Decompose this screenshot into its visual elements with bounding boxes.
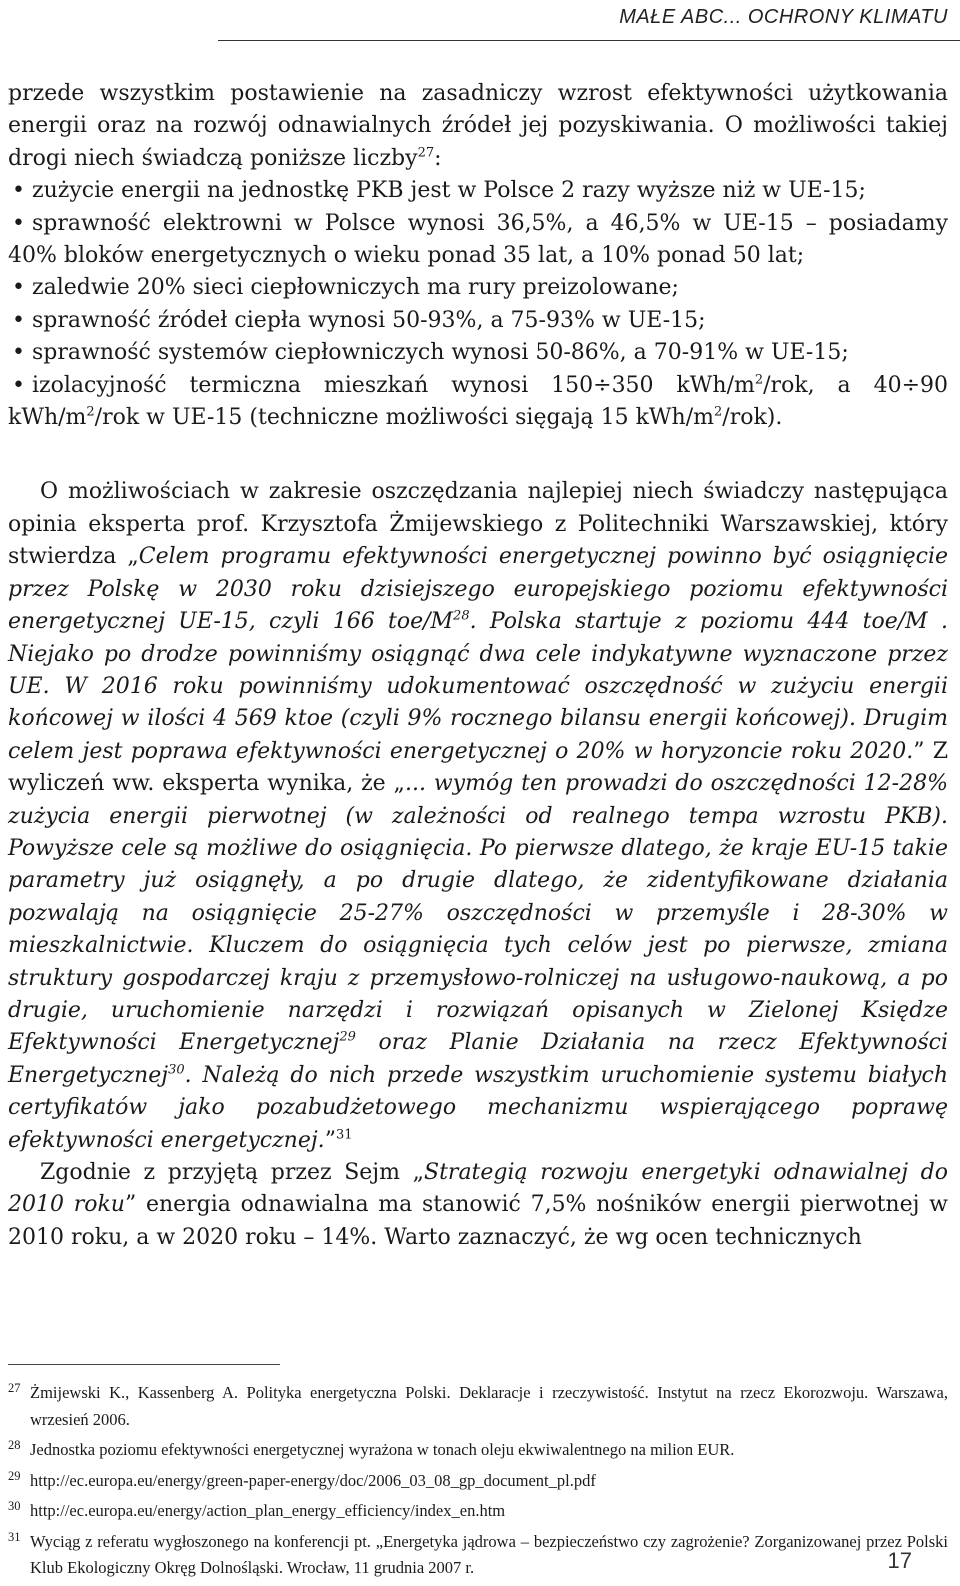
intro-paragraph	[8, 78, 948, 175]
list-item: • zaledwie 20% sieci ciepłowniczych ma rury preizolowane;	[8, 272, 948, 304]
footnote-ref-28[interactable]: 28	[453, 608, 470, 624]
quote-part: ... wymóg ten prowadzi do oszczędności 12-28% zużycia energii pierwotnej (w zależności od realnego tempa wzrostu PKB). Powyższe cele są możliwe do osiągnięcia. Po pierwsze dlatego, że kraje EU-15 takie parametry już osiągnęły, a po drugie dlatego, że zidentyfikowane działania pozwalają na osiągnięcie 25-27% oszczędności w przemyśle i 28-30% w mieszkalnictwie. Kluczem do osiągnięcia tych celów jest po pierwsze, zmiana struktury gospodarczej kraju z przemysłowo-rolniczej na usługowo-naukową, a po drugie, uruchomienie narzędzi i rozwiązań opisanych w Zielonej Księdze Efektywności Energetycznej	[8, 771, 949, 1056]
strategy-paragraph	[8, 1157, 948, 1254]
footnote-number: 28	[8, 1438, 21, 1452]
footnote-number: 27	[8, 1381, 21, 1395]
footnote	[8, 1468, 948, 1495]
footnote-text: Jednostka poziomu efektywności energetycznej wyrażona w tonach oleju ekwiwalentnego na milion EUR.	[30, 1440, 735, 1459]
strategy-text: ” energia odnawialna ma stanowić 7,5% nośników energii pierwotnej w 2010 roku, a w 2020 roku – 14%. Warto zaznaczyć, że wg ocen technicznych	[8, 1192, 948, 1250]
footnote-number: 31	[8, 1529, 21, 1544]
list-item-insulation	[8, 370, 948, 435]
footnote	[8, 1380, 948, 1433]
footnote-ref-30[interactable]: 30	[168, 1062, 185, 1078]
quote-part: oraz Planie Działania na rzecz Efektywności Energetycznej	[8, 1030, 948, 1088]
list-item: • zużycie energii na jednostkę PKB jest w Polsce 2 razy wyższe niż w UE-15;	[8, 175, 948, 207]
footnote-text: Żmijewski K., Kassenberg A. Polityka energetyczna Polski. Deklaracje i rzeczywistość. Instytut na rzecz Ekorozwoju. Warszawa, wrzesień 2006.	[30, 1383, 948, 1429]
opinion-intro: O możliwościach w zakresie oszczędzania najlepiej niech świadczy następująca opinia eksperta prof. Krzysztofa Żmijewskiego z Politechniki Warszawskiej, który stwierdza „	[8, 479, 948, 570]
footnote-ref-31[interactable]: 31	[335, 1127, 353, 1143]
closing-quote: ”	[324, 1127, 336, 1153]
footnote-link[interactable]: http://ec.europa.eu/energy/action_plan_energy_efficiency/index_en.htm	[30, 1501, 506, 1520]
quote-part: . Polska startuje z poziomu 444 toe/M . Niejako po drodze powinniśmy osiągnąć dwa cele indykatywne wyznaczone przez UE. W 2016 roku powinniśmy udokumentować oszczędność w zużyciu energii końcowej w ilości 4 569 ktoe (czyli 9% rocznego bilansu energii końcowej). Drugim celem jest poprawa efektywności energetycznej o 20% w horyzoncie roku 2020.	[8, 609, 948, 764]
insulation-text-a: izolacyjność termiczna mieszkań wynosi 150÷350 kWh/m	[32, 372, 755, 398]
superscript: 2	[754, 372, 764, 388]
footnote-rule	[8, 1364, 280, 1365]
page-number: 17	[887, 1548, 912, 1573]
footnote-text: Wyciąg z referatu wygłoszonego na konferencji pt. „Energetyka jądrowa – bezpieczeństwo czy zagrożenie? Zorganizowanej przez Polski Klub Ekologiczny Okręg Dolnośląski. Wrocław, 11 grudnia 2007 r.	[30, 1531, 948, 1577]
footnote	[8, 1529, 948, 1582]
insulation-text-c: /rok w UE-15 (techniczne możliwości sięgają 15 kWh/m	[94, 405, 714, 431]
footnote-ref-27[interactable]: 27	[417, 145, 435, 161]
insulation-text-d: /rok).	[722, 405, 783, 431]
footnote-number: 29	[8, 1468, 21, 1483]
superscript: 2	[86, 404, 95, 420]
insulation-text-b: /rok, a 40÷90 kWh/m	[8, 372, 948, 431]
list-item: • sprawność źródeł ciepła wynosi 50-93%, a 75-93% w UE-15;	[8, 305, 948, 337]
footnote-number: 30	[8, 1499, 21, 1513]
superscript: 2	[714, 404, 723, 420]
list-item: • sprawność systemów ciepłowniczych wynosi 50-86%, a 70-91% w UE-15;	[8, 337, 948, 369]
strategy-title: Strategią rozwoju energetyki odnawialnej do 2010 roku	[8, 1160, 948, 1218]
opinion-bridge: ” Z wyliczeń ww. eksperta wynika, że „	[8, 738, 949, 797]
running-header: MAŁE ABC... OCHRONY KLIMATU	[619, 6, 948, 28]
footnotes	[8, 1380, 948, 1586]
footnote	[8, 1437, 948, 1464]
expert-opinion-paragraph	[8, 476, 948, 1157]
header-rule	[218, 40, 960, 41]
footnote-ref-29[interactable]: 29	[339, 1030, 356, 1046]
body-text	[8, 78, 948, 1254]
list-item: • sprawność elektrowni w Polsce wynosi 36,5%, a 46,5% w UE-15 – posiadamy 40% bloków energetycznych o wieku ponad 35 lat, a 10% ponad 50 lat;	[8, 208, 948, 273]
paragraph-spacer	[8, 434, 948, 476]
intro-tail: :	[434, 145, 442, 171]
strategy-intro: Zgodnie z przyjętą przez Sejm „	[40, 1160, 425, 1185]
statistics-list	[8, 175, 948, 434]
intro-text: przede wszystkim postawienie na zasadniczy wzrost efektywności użytkowania energii oraz na rozwój odnawialnych źródeł jej pozyskiwania. O możliwości takiej drogi niech świadczą poniższe liczby	[8, 81, 948, 171]
footnote-link[interactable]: http://ec.europa.eu/energy/green-paper-energy/doc/2006_03_08_gp_document_pl.pdf	[30, 1470, 596, 1490]
footnote	[8, 1498, 948, 1525]
quote-part: Celem programu efektywności energetycznej powinno być osiągnięcie przez Polskę w 2030 roku dzisiejszego europejskiego poziomu efektywności energetycznej UE-15, czyli 166 toe/M	[8, 544, 949, 635]
quote-part: . Należą do nich przede wszystkim uruchomienie systemu białych certyfikatów jako pozabudżetowego mechanizmu wspierającego poprawę efektywności energetycznej.	[8, 1062, 948, 1153]
